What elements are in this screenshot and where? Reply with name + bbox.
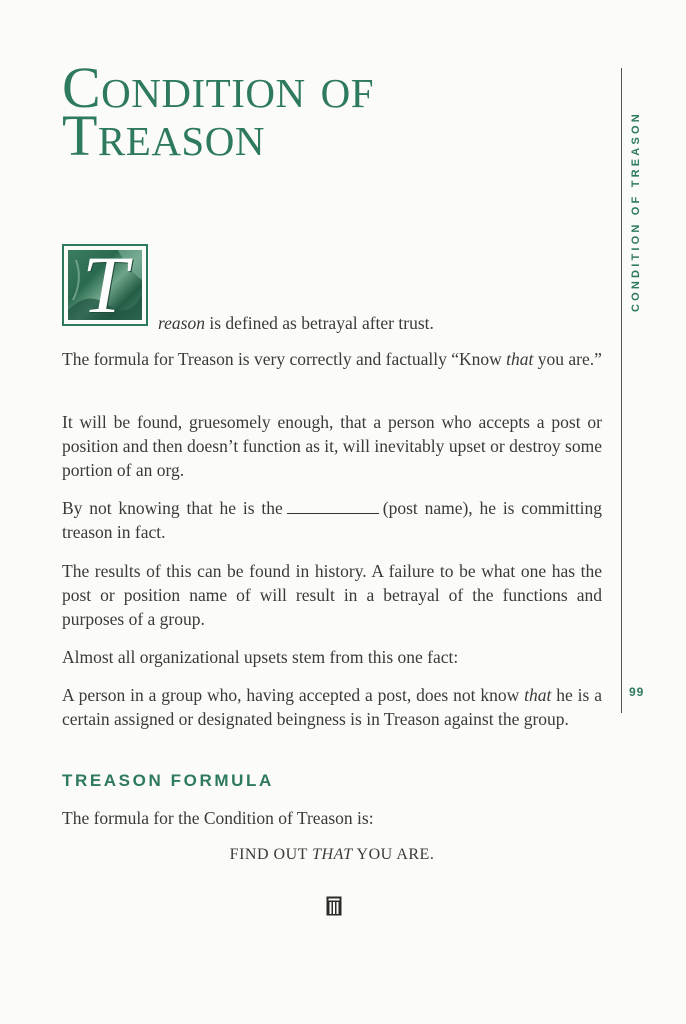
paragraph-1 — [158, 311, 598, 335]
title-line-1: Condition of — [62, 55, 374, 120]
paragraph-2-text-b: you are.” — [533, 349, 602, 369]
paragraph-4 — [62, 496, 602, 544]
page-title — [62, 55, 374, 168]
formula-intro: The formula for the Condition of Treason is: — [62, 808, 374, 828]
title-line-2: Treason — [62, 103, 265, 168]
paragraph-7-text-b: he is a certain assigned or designated beingness is in Treason against the group. — [62, 685, 602, 729]
formula-step-text-b: YOU ARE. — [352, 846, 435, 863]
formula-step — [62, 846, 602, 864]
drop-cap-picture — [68, 250, 142, 320]
paragraph-1-rest: is defined as betrayal after trust. — [205, 313, 434, 333]
paragraph-2-italic: that — [506, 349, 534, 369]
end-of-section-icon — [326, 896, 342, 916]
paragraph-4-text-a: By not knowing that he is the — [62, 498, 283, 518]
formula-step-italic: THAT — [312, 846, 353, 863]
running-head: CONDITION OF TREASON — [630, 111, 642, 312]
paragraph-6: Almost all organizational upsets stem from this one fact: — [62, 647, 459, 667]
page-number: 99 — [629, 685, 645, 699]
section-heading: TREASON FORMULA — [62, 771, 274, 790]
drop-cap-letter: T — [82, 250, 128, 320]
drop-cap — [62, 244, 148, 326]
paragraph-7-text-a: A person in a group who, having accepted a post, does not know — [62, 685, 525, 705]
paragraph-2 — [62, 347, 602, 371]
paragraph-3: It will be found, gruesomely enough, that a person who accepts a post or position and then doesn’t function as it, will inevitably upset or destroy some portion of an org. — [62, 412, 602, 480]
paragraph-7-italic: that — [524, 685, 552, 705]
paragraph-7 — [62, 683, 602, 731]
post-name-blank — [287, 499, 379, 514]
side-rule — [621, 68, 622, 713]
paragraph-5: The results of this can be found in history. A failure to be what one has the post or position name of will result in a betrayal of the functions and purposes of a group. — [62, 561, 602, 629]
paragraph-4-text-b: (post name), he is committing treason in fact. — [62, 498, 602, 542]
paragraph-1-italic: reason — [158, 313, 205, 333]
formula-step-text-a: FIND OUT — [229, 846, 313, 863]
paragraph-2-text-a: The formula for Treason is very correctly and factually “Know — [62, 349, 507, 369]
